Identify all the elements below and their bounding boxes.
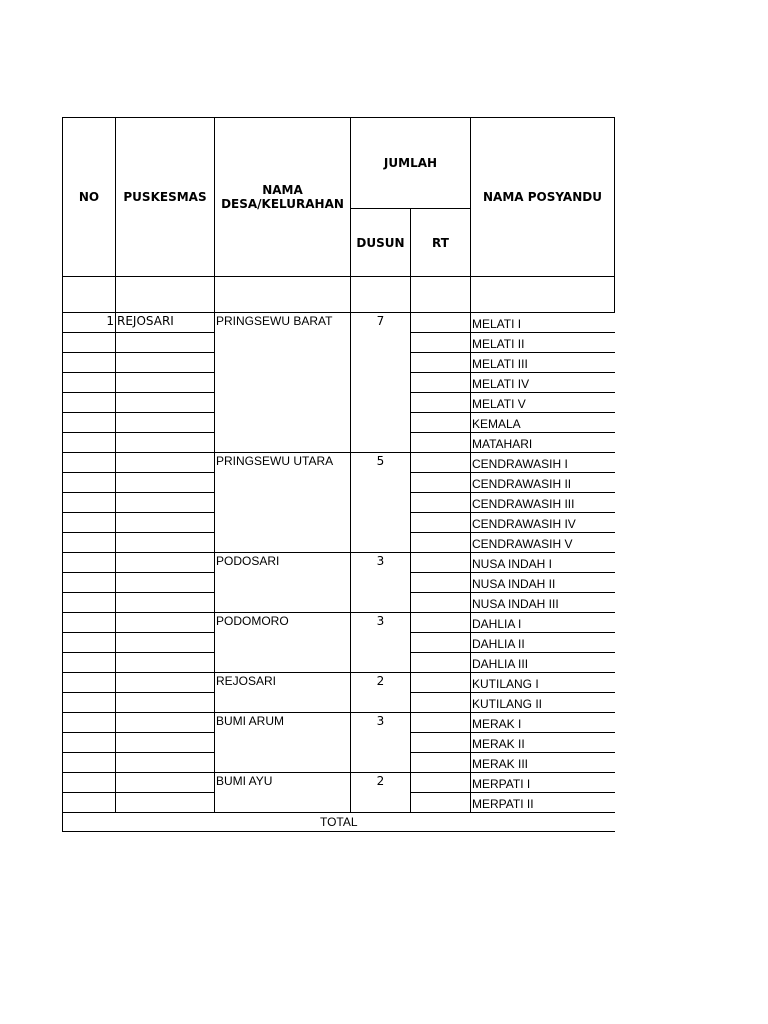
cell-rt xyxy=(411,673,471,693)
posyandu-table xyxy=(62,117,615,832)
cell-posyandu: DAHLIA II xyxy=(471,633,615,653)
spacer-cell xyxy=(116,277,215,313)
cell-rt xyxy=(411,533,471,553)
cell-puskesmas: REJOSARI xyxy=(116,313,215,333)
cell-no xyxy=(63,773,116,793)
cell-puskesmas xyxy=(116,493,215,513)
cell-rt xyxy=(411,453,471,473)
cell-puskesmas xyxy=(116,673,215,693)
cell-posyandu: MELATI I xyxy=(471,313,615,333)
cell-no: 1 xyxy=(63,313,116,333)
cell-no xyxy=(63,593,116,613)
cell-no xyxy=(63,633,116,653)
cell-posyandu: CENDRAWASIH V xyxy=(471,533,615,553)
cell-no xyxy=(63,433,116,453)
cell-rt xyxy=(411,793,471,813)
cell-desa: PRINGSEWU UTARA xyxy=(215,453,351,553)
cell-rt xyxy=(411,633,471,653)
cell-posyandu: MERAK III xyxy=(471,753,615,773)
spacer-cell xyxy=(351,277,411,313)
cell-rt xyxy=(411,393,471,413)
cell-no xyxy=(63,653,116,673)
cell-puskesmas xyxy=(116,613,215,633)
cell-rt xyxy=(411,573,471,593)
cell-rt xyxy=(411,773,471,793)
cell-puskesmas xyxy=(116,733,215,753)
header-row-top xyxy=(63,118,615,209)
cell-puskesmas xyxy=(116,473,215,493)
header-nama-posyandu: NAMA POSYANDU xyxy=(471,118,615,277)
header-dusun: DUSUN xyxy=(351,209,411,277)
cell-no xyxy=(63,713,116,733)
cell-posyandu: CENDRAWASIH IV xyxy=(471,513,615,533)
cell-posyandu: CENDRAWASIH I xyxy=(471,453,615,473)
cell-puskesmas xyxy=(116,593,215,613)
cell-dusun: 2 xyxy=(351,773,411,813)
cell-dusun: 3 xyxy=(351,613,411,673)
cell-no xyxy=(63,553,116,573)
cell-puskesmas xyxy=(116,753,215,773)
cell-posyandu: NUSA INDAH I xyxy=(471,553,615,573)
cell-dusun: 3 xyxy=(351,713,411,773)
cell-puskesmas xyxy=(116,393,215,413)
table-row xyxy=(63,673,615,693)
header-jumlah: JUMLAH xyxy=(351,118,471,209)
spacer-cell xyxy=(471,277,615,313)
cell-puskesmas xyxy=(116,533,215,553)
cell-posyandu: MERAK I xyxy=(471,713,615,733)
cell-dusun: 7 xyxy=(351,313,411,453)
cell-posyandu: MERPATI II xyxy=(471,793,615,813)
cell-puskesmas xyxy=(116,773,215,793)
cell-no xyxy=(63,373,116,393)
cell-rt xyxy=(411,493,471,513)
cell-rt xyxy=(411,433,471,453)
cell-rt xyxy=(411,613,471,633)
spacer-cell xyxy=(63,277,116,313)
cell-puskesmas xyxy=(116,413,215,433)
cell-rt xyxy=(411,313,471,333)
cell-posyandu: MERAK II xyxy=(471,733,615,753)
cell-rt xyxy=(411,653,471,673)
cell-posyandu: NUSA INDAH III xyxy=(471,593,615,613)
cell-desa: PODOMORO xyxy=(215,613,351,673)
total-label: TOTAL xyxy=(63,813,615,832)
table-row xyxy=(63,313,615,333)
cell-posyandu: MELATI V xyxy=(471,393,615,413)
spacer-cell xyxy=(215,277,351,313)
cell-puskesmas xyxy=(116,353,215,373)
table-row xyxy=(63,453,615,473)
cell-desa: BUMI ARUM xyxy=(215,713,351,773)
cell-puskesmas xyxy=(116,653,215,673)
cell-no xyxy=(63,493,116,513)
table-body xyxy=(63,313,615,813)
cell-posyandu: MELATI IV xyxy=(471,373,615,393)
cell-puskesmas xyxy=(116,433,215,453)
header-nama-desa: NAMA DESA/KELURAHAN xyxy=(215,118,351,277)
cell-no xyxy=(63,533,116,553)
cell-posyandu: KEMALA xyxy=(471,413,615,433)
cell-desa: BUMI AYU xyxy=(215,773,351,813)
cell-rt xyxy=(411,473,471,493)
cell-posyandu: MELATI II xyxy=(471,333,615,353)
cell-puskesmas xyxy=(116,513,215,533)
cell-posyandu: DAHLIA III xyxy=(471,653,615,673)
cell-desa: REJOSARI xyxy=(215,673,351,713)
cell-dusun: 3 xyxy=(351,553,411,613)
table-row xyxy=(63,613,615,633)
cell-rt xyxy=(411,413,471,433)
cell-dusun: 2 xyxy=(351,673,411,713)
cell-no xyxy=(63,753,116,773)
cell-rt xyxy=(411,713,471,733)
cell-puskesmas xyxy=(116,373,215,393)
table-row xyxy=(63,713,615,733)
cell-no xyxy=(63,333,116,353)
total-row xyxy=(63,813,615,832)
cell-rt xyxy=(411,753,471,773)
cell-puskesmas xyxy=(116,793,215,813)
cell-no xyxy=(63,673,116,693)
spacer-row xyxy=(63,277,615,313)
cell-dusun: 5 xyxy=(351,453,411,553)
cell-posyandu: CENDRAWASIH III xyxy=(471,493,615,513)
cell-no xyxy=(63,393,116,413)
cell-posyandu: MATAHARI xyxy=(471,433,615,453)
cell-puskesmas xyxy=(116,333,215,353)
cell-rt xyxy=(411,373,471,393)
cell-desa: PRINGSEWU BARAT xyxy=(215,313,351,453)
cell-rt xyxy=(411,593,471,613)
cell-rt xyxy=(411,353,471,373)
cell-posyandu: MELATI III xyxy=(471,353,615,373)
header-rt: RT xyxy=(411,209,471,277)
cell-puskesmas xyxy=(116,693,215,713)
cell-no xyxy=(63,513,116,533)
cell-puskesmas xyxy=(116,713,215,733)
cell-rt xyxy=(411,733,471,753)
spacer-cell xyxy=(411,277,471,313)
cell-no xyxy=(63,733,116,753)
table-row xyxy=(63,553,615,573)
cell-no xyxy=(63,413,116,433)
cell-puskesmas xyxy=(116,573,215,593)
cell-no xyxy=(63,353,116,373)
cell-posyandu: KUTILANG II xyxy=(471,693,615,713)
cell-no xyxy=(63,793,116,813)
cell-rt xyxy=(411,693,471,713)
cell-puskesmas xyxy=(116,453,215,473)
cell-posyandu: DAHLIA I xyxy=(471,613,615,633)
cell-no xyxy=(63,453,116,473)
cell-posyandu: MERPATI I xyxy=(471,773,615,793)
cell-no xyxy=(63,693,116,713)
cell-posyandu: NUSA INDAH II xyxy=(471,573,615,593)
cell-puskesmas xyxy=(116,633,215,653)
cell-rt xyxy=(411,333,471,353)
cell-no xyxy=(63,613,116,633)
cell-rt xyxy=(411,553,471,573)
table-row xyxy=(63,773,615,793)
cell-puskesmas xyxy=(116,553,215,573)
cell-desa: PODOSARI xyxy=(215,553,351,613)
posyandu-table-container xyxy=(62,117,615,832)
cell-posyandu: CENDRAWASIH II xyxy=(471,473,615,493)
cell-no xyxy=(63,473,116,493)
header-no: NO xyxy=(63,118,116,277)
cell-no xyxy=(63,573,116,593)
cell-posyandu: KUTILANG I xyxy=(471,673,615,693)
cell-rt xyxy=(411,513,471,533)
header-puskesmas: PUSKESMAS xyxy=(116,118,215,277)
